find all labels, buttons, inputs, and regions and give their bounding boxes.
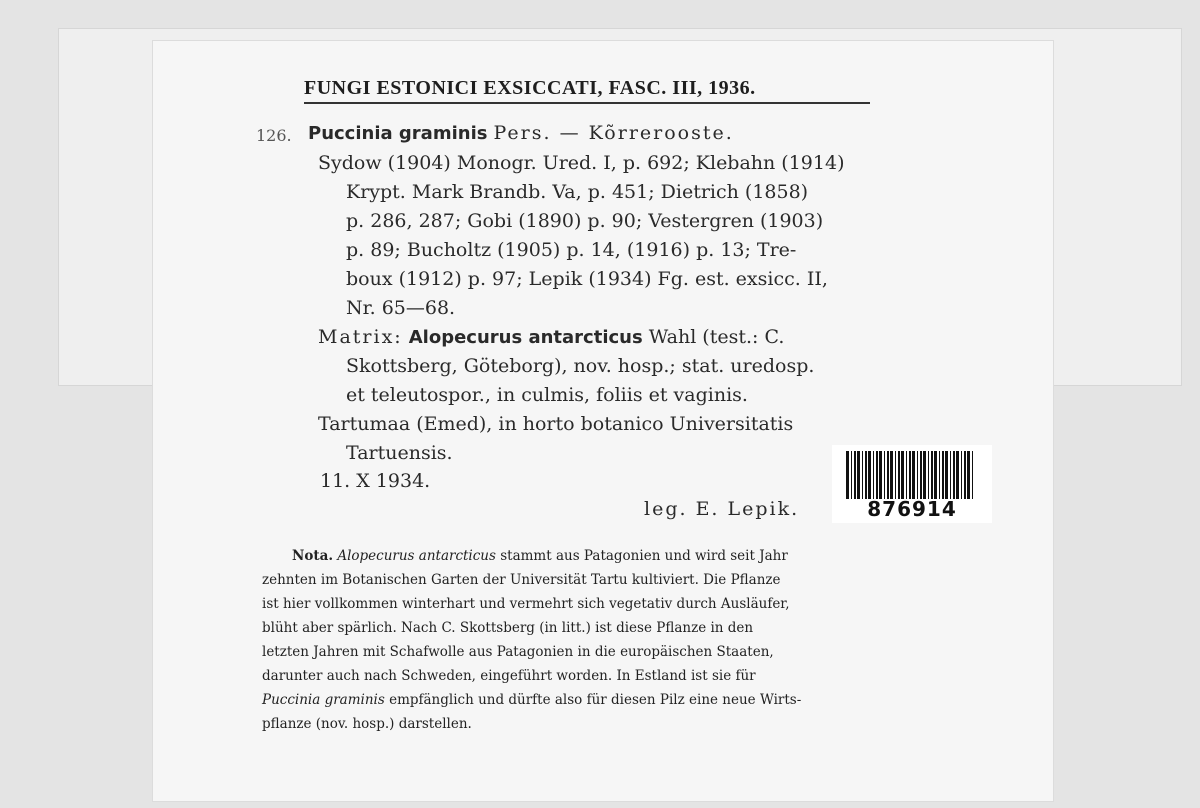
- species-author: Pers. — Kõrrerooste.: [493, 122, 734, 144]
- barcode-icon: [846, 451, 974, 499]
- matrix-rest: Wahl (test.: C.: [648, 326, 785, 348]
- reference-line: p. 286, 287; Gobi (1890) p. 90; Vestergren (1903): [346, 210, 824, 232]
- nota-line: [262, 548, 1000, 564]
- barcode-label: [832, 445, 992, 523]
- nota-line: letzten Jahren mit Schafwolle aus Patagonien in die europäischen Staaten,: [262, 644, 774, 660]
- species-name: Puccinia graminis: [308, 123, 488, 144]
- matrix-host: Alopecurus antarcticus: [408, 327, 643, 348]
- nota-species: Puccinia graminis: [262, 692, 385, 708]
- locality-line: Tartumaa (Emed), in horto botanico Universitatis: [318, 413, 794, 435]
- matrix-line: Skottsberg, Göteborg), nov. hosp.; stat. uredosp.: [346, 355, 815, 377]
- collector: leg. E. Lepik.: [644, 498, 800, 520]
- entry-number: 126.: [256, 126, 292, 145]
- nota-host: Alopecurus antarcticus: [337, 548, 496, 564]
- reference-line: boux (1912) p. 97; Lepik (1934) Fg. est. exsicc. II,: [346, 268, 828, 290]
- reference-line: Sydow (1904) Monogr. Ured. I, p. 692; Klebahn (1914): [318, 152, 845, 174]
- species-line: [308, 122, 734, 144]
- reference-line: Krypt. Mark Brandb. Va, p. 451; Dietrich (1858): [346, 181, 809, 203]
- nota-line: [262, 692, 970, 708]
- collection-date: 11. X 1934.: [320, 470, 431, 492]
- nota-label: Nota.: [292, 548, 334, 564]
- matrix-line: [318, 326, 784, 348]
- matrix-line: et teleutospor., in culmis, foliis et vaginis.: [346, 384, 748, 406]
- matrix-label: Matrix:: [318, 326, 403, 348]
- nota-line: zehnten im Botanischen Garten der Universität Tartu kultiviert. Die Pflanze: [262, 572, 781, 588]
- reference-line: Nr. 65—68.: [346, 297, 456, 319]
- reference-line: p. 89; Bucholtz (1905) p. 14, (1916) p. 13; Tre-: [346, 239, 797, 261]
- nota-line: pflanze (nov. hosp.) darstellen.: [262, 716, 472, 732]
- nota-line7-rest: empfänglich und dürfte also für diesen Pilz eine neue Wirts-: [389, 692, 802, 708]
- label-title: FUNGI ESTONICI EXSICCATI, FASC. III, 1936.: [304, 77, 870, 104]
- nota-line1-rest: stammt aus Patagonien und wird seit Jahr: [500, 548, 788, 564]
- locality-line: Tartuensis.: [346, 442, 453, 464]
- nota-line: darunter auch nach Schweden, eingeführt worden. In Estland ist sie für: [262, 668, 756, 684]
- nota-line: ist hier vollkommen winterhart und vermehrt sich vegetativ durch Ausläufer,: [262, 596, 790, 612]
- barcode-number: 876914: [867, 497, 957, 521]
- nota-line: blüht aber spärlich. Nach C. Skottsberg (in litt.) ist diese Pflanze in den: [262, 620, 754, 636]
